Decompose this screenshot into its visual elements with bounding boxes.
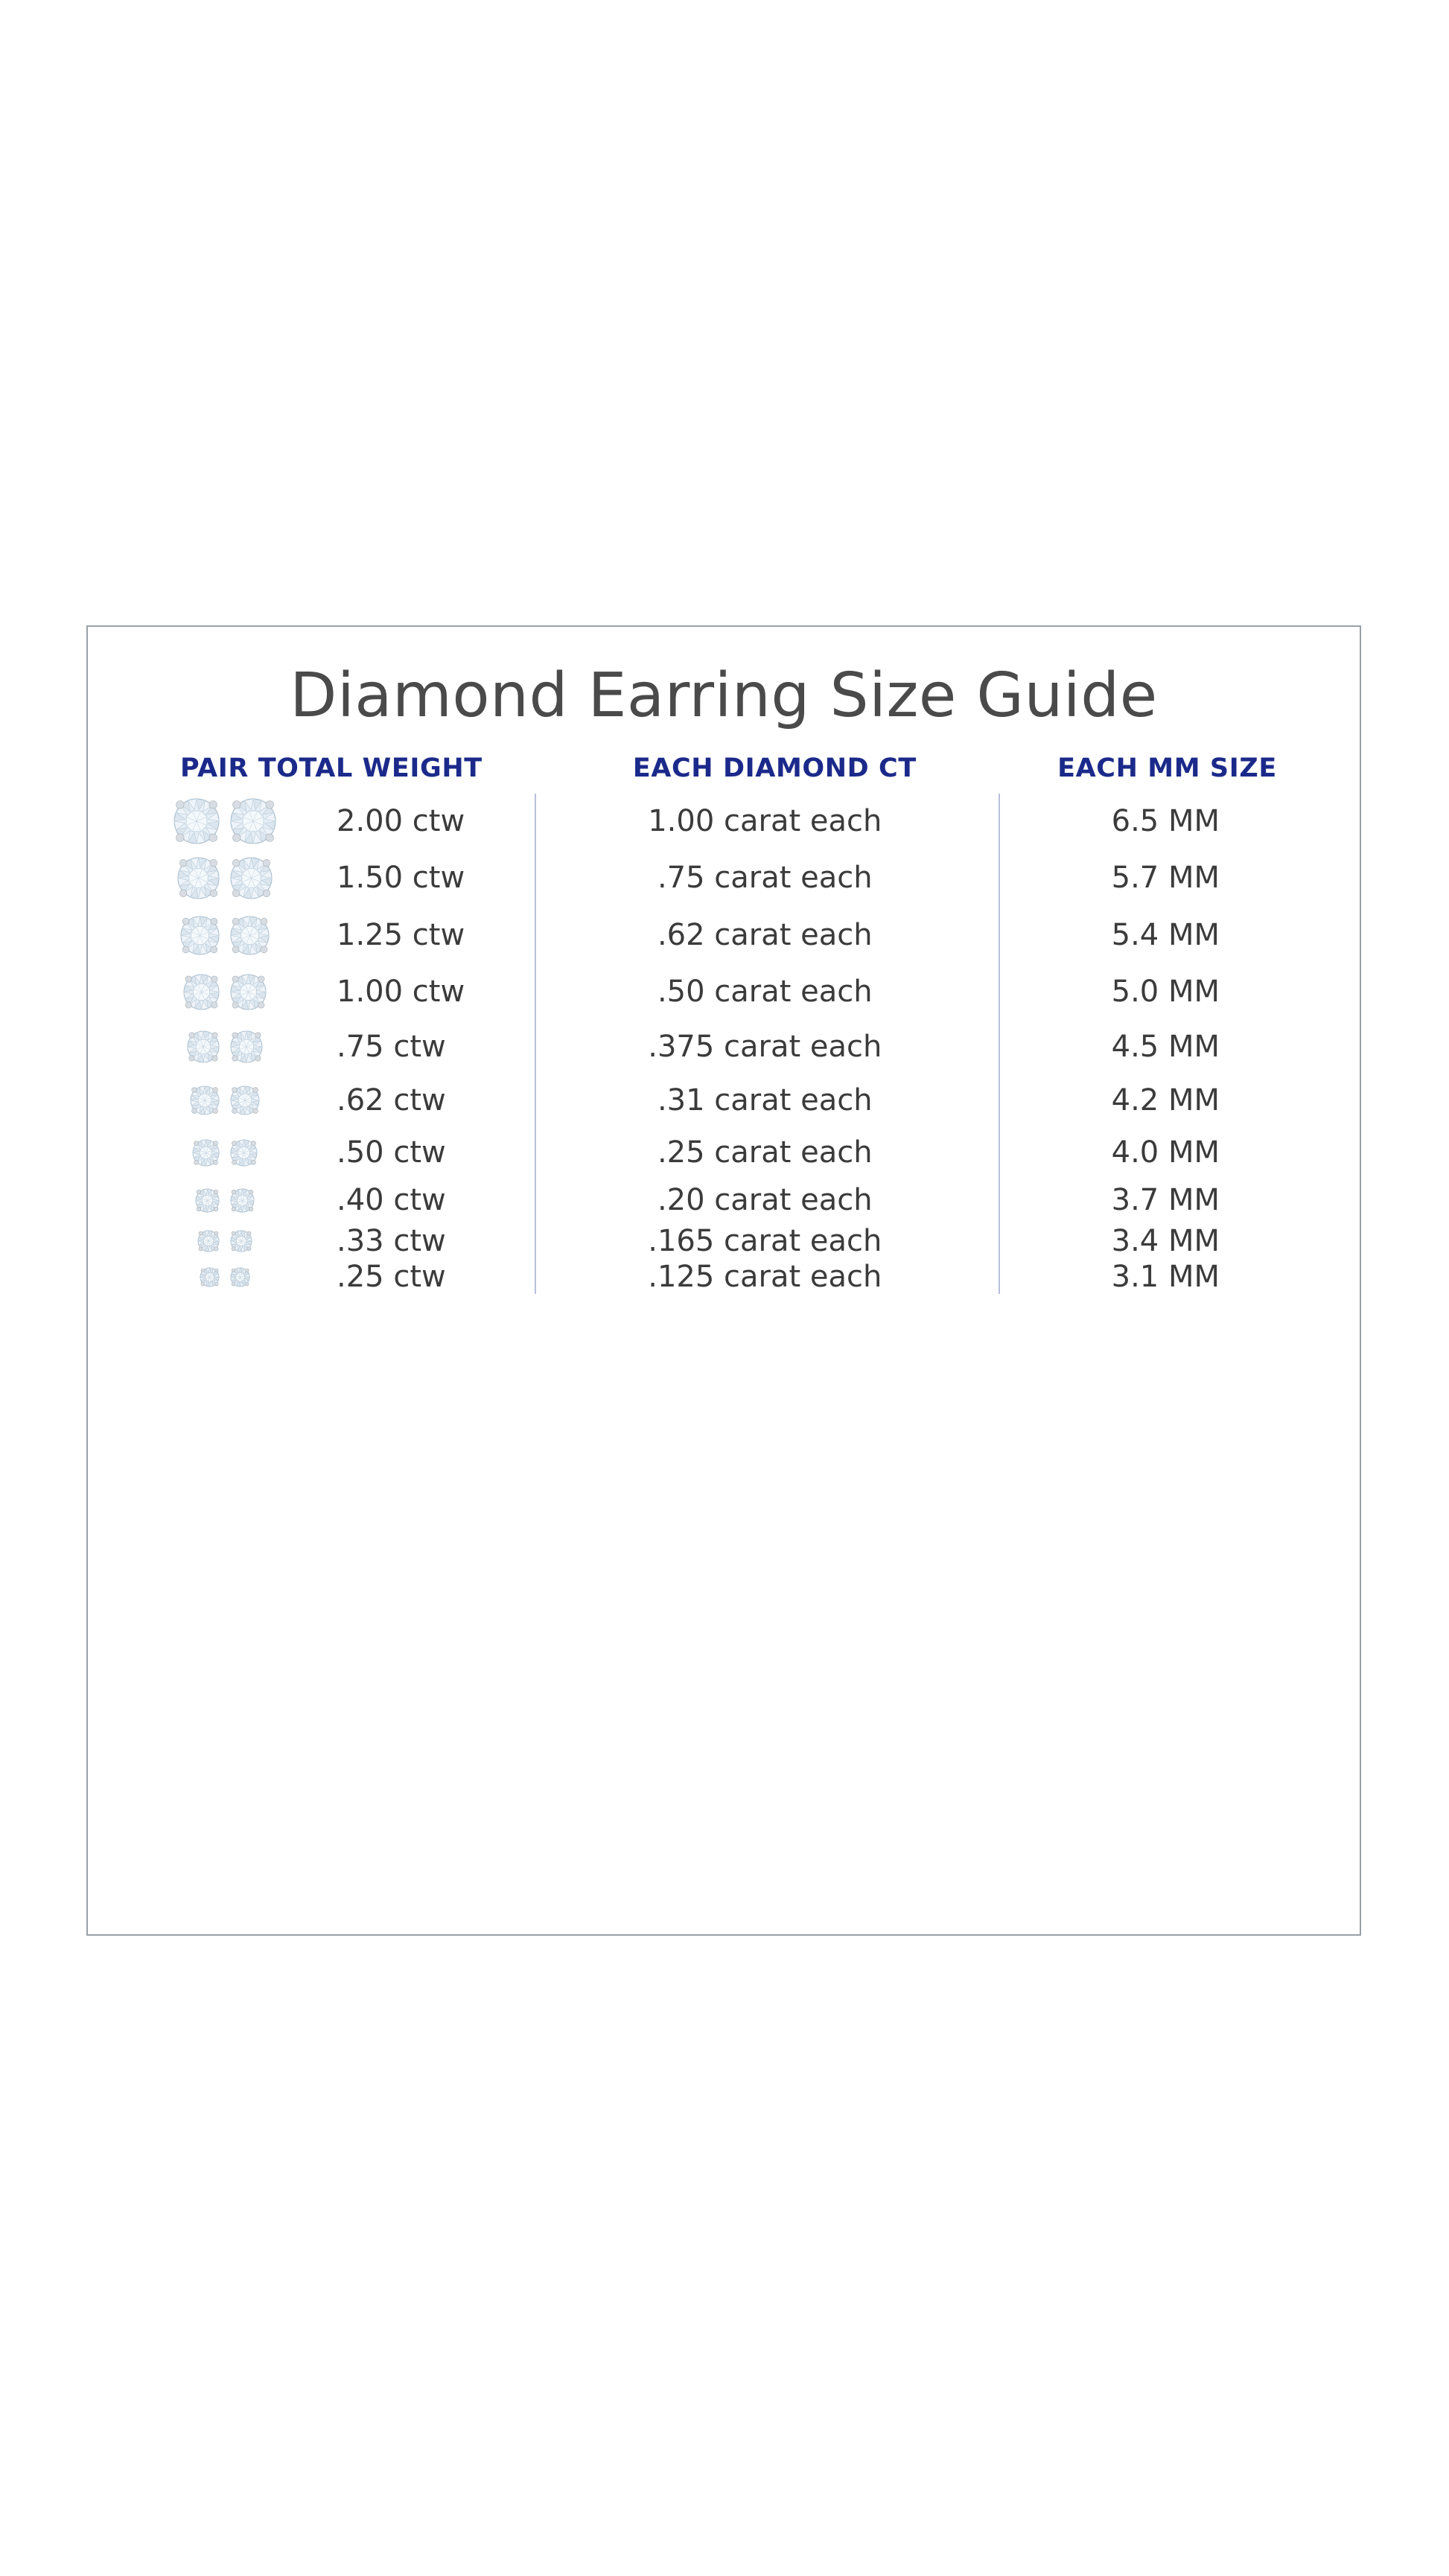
diamond-stud-pair-illustration	[113, 1030, 337, 1063]
pair-total-weight-value: .75 ctw	[337, 1030, 446, 1065]
diamond-icon	[190, 1085, 220, 1115]
diamond-icon	[230, 916, 270, 955]
diamond-icon	[230, 1230, 252, 1252]
table-row	[113, 907, 1334, 963]
pair-total-weight-value: 1.25 ctw	[337, 918, 465, 953]
table-row	[113, 1178, 1334, 1222]
diamond-icon	[195, 1188, 220, 1213]
column-divider-2	[999, 794, 1000, 1294]
diamond-icon	[177, 857, 220, 899]
each-diamond-ct-value: .75 carat each	[657, 861, 873, 896]
column-header-each-mm-size: EACH MM SIZE	[1057, 753, 1277, 784]
diamond-earring-size-guide-card	[86, 625, 1361, 1936]
table-row	[113, 1020, 1334, 1074]
each-diamond-ct-value: .125 carat each	[648, 1260, 882, 1295]
diamond-icon	[230, 1085, 260, 1115]
diamond-stud-pair-illustration	[113, 798, 337, 844]
diamond-icon	[230, 1139, 258, 1167]
cell-pair-total-weight	[113, 1083, 533, 1118]
each-mm-size-value: 3.4 MM	[1111, 1224, 1220, 1259]
table-row	[113, 1074, 1334, 1127]
table-row	[113, 849, 1334, 907]
cell-pair-total-weight	[113, 857, 533, 899]
column-header-pair-total-weight: PAIR TOTAL WEIGHT	[180, 753, 483, 784]
pair-total-weight-value: 2.00 ctw	[337, 804, 465, 839]
diamond-icon	[230, 1188, 255, 1213]
cell-pair-total-weight	[113, 1224, 533, 1258]
cell-pair-total-weight	[113, 1183, 533, 1217]
each-mm-size-value: 6.5 MM	[1111, 804, 1220, 839]
each-diamond-ct-value: .20 carat each	[657, 1183, 873, 1218]
cell-pair-total-weight	[113, 798, 533, 844]
each-mm-size-value: 3.1 MM	[1111, 1260, 1220, 1295]
table-row	[113, 1222, 1334, 1260]
cell-pair-total-weight	[113, 974, 533, 1010]
table-row	[113, 1127, 1334, 1178]
diamond-icon	[230, 1267, 250, 1287]
each-diamond-ct-value: 1.00 carat each	[648, 804, 882, 839]
diamond-icon	[180, 916, 220, 955]
diamond-icon	[230, 974, 267, 1010]
each-mm-size-value: 5.7 MM	[1111, 861, 1220, 896]
diamond-stud-pair-illustration	[113, 916, 337, 955]
each-diamond-ct-value: .165 carat each	[648, 1224, 882, 1259]
each-diamond-ct-value: .31 carat each	[657, 1083, 873, 1118]
diamond-icon	[197, 1230, 220, 1252]
diamond-icon	[230, 857, 273, 899]
diamond-icon	[200, 1267, 220, 1287]
each-mm-size-value: 4.5 MM	[1111, 1030, 1220, 1065]
pair-total-weight-value: .62 ctw	[337, 1083, 446, 1118]
diamond-stud-pair-illustration	[113, 1139, 337, 1167]
pair-total-weight-value: 1.50 ctw	[337, 861, 465, 896]
diamond-stud-pair-illustration	[113, 857, 337, 899]
diamond-icon	[192, 1139, 220, 1167]
cell-pair-total-weight	[113, 916, 533, 955]
pair-total-weight-value: 1.00 ctw	[337, 975, 465, 1010]
diamond-icon	[187, 1030, 220, 1063]
each-mm-size-value: 3.7 MM	[1111, 1183, 1220, 1218]
page-title: Diamond Earring Size Guide	[290, 660, 1158, 731]
column-divider-1	[535, 794, 536, 1294]
diamond-stud-pair-illustration	[113, 974, 337, 1010]
table-row	[113, 1260, 1334, 1294]
size-table	[88, 794, 1360, 1294]
diamond-icon	[230, 798, 276, 844]
each-mm-size-value: 5.0 MM	[1111, 975, 1220, 1010]
column-header-row	[88, 753, 1360, 783]
column-header-each-diamond-ct: EACH DIAMOND CT	[632, 753, 917, 784]
each-mm-size-value: 4.0 MM	[1111, 1135, 1220, 1170]
cell-pair-total-weight	[113, 1260, 533, 1294]
diamond-icon	[173, 798, 220, 844]
pair-total-weight-value: .33 ctw	[337, 1224, 446, 1259]
each-diamond-ct-value: .25 carat each	[657, 1135, 873, 1170]
table-body	[113, 794, 1334, 1294]
each-diamond-ct-value: .50 carat each	[657, 975, 873, 1010]
pair-total-weight-value: .25 ctw	[337, 1260, 446, 1295]
diamond-icon	[230, 1030, 263, 1063]
diamond-stud-pair-illustration	[113, 1267, 337, 1287]
pair-total-weight-value: .40 ctw	[337, 1183, 446, 1218]
diamond-stud-pair-illustration	[113, 1085, 337, 1115]
diamond-stud-pair-illustration	[113, 1188, 337, 1213]
each-mm-size-value: 4.2 MM	[1111, 1083, 1220, 1118]
cell-pair-total-weight	[113, 1030, 533, 1064]
each-diamond-ct-value: .62 carat each	[657, 918, 873, 953]
cell-pair-total-weight	[113, 1135, 533, 1170]
each-mm-size-value: 5.4 MM	[1111, 918, 1220, 953]
table-row	[113, 794, 1334, 849]
table-row	[113, 963, 1334, 1020]
diamond-stud-pair-illustration	[113, 1230, 337, 1252]
diamond-icon	[183, 974, 220, 1010]
pair-total-weight-value: .50 ctw	[337, 1135, 446, 1170]
each-diamond-ct-value: .375 carat each	[648, 1030, 882, 1065]
